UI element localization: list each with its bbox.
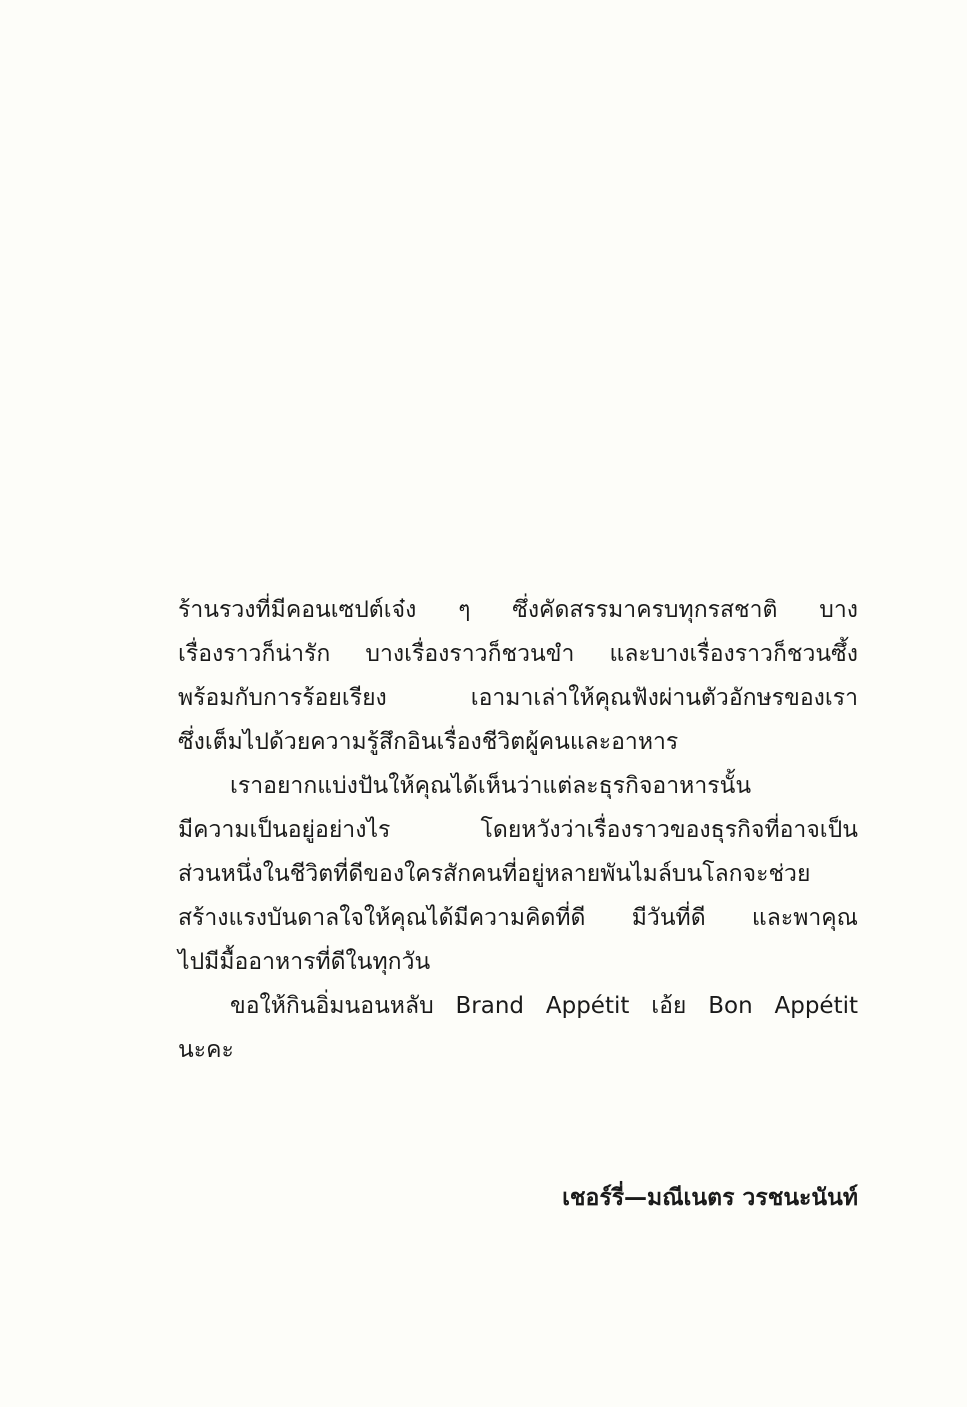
paragraph-2-line-3: ส่วนหนึ่งในชีวิตที่ดีของใครสักคนที่อยู่หลายพันไมล์บนโลกจะช่วย (178, 861, 811, 887)
paragraph-1-line-2: เรื่องราวก็น่ารัก บางเรื่องราวก็ชวนขำ และบางเรื่องราวก็ชวนซึ้ง (178, 641, 858, 667)
paragraph-2-line-2: มีความเป็นอยู่อย่างไร โดยหวังว่าเรื่องราวของธุรกิจที่อาจเป็น (178, 817, 858, 843)
author-signature: เชอร์รี่—มณีเนตร วรชนะนันท์ (562, 1185, 858, 1211)
paragraph-3-line-1: ขอให้กินอิ่มนอนหลับ Brand Appétit เอ้ย Bon Appétit (230, 993, 858, 1019)
body-text (178, 588, 858, 1072)
paragraph-2-line-5: ไปมีมื้ออาหารที่ดีในทุกวัน (178, 949, 431, 975)
paragraph-2-line-1: เราอยากแบ่งปันให้คุณได้เห็นว่าแต่ละธุรกิจอาหารนั้น (230, 773, 752, 799)
paragraph-2-line-4: สร้างแรงบันดาลใจให้คุณได้มีความคิดที่ดี มีวันที่ดี และพาคุณ (178, 905, 858, 931)
paragraph-1-line-3: พร้อมกับการร้อยเรียง เอามาเล่าให้คุณฟังผ่านตัวอักษรของเรา (178, 685, 858, 711)
paragraph-1-line-4: ซึ่งเต็มไปด้วยความรู้สึกอินเรื่องชีวิตผู้คนและอาหาร (178, 729, 679, 755)
paragraph-1-line-1: ร้านรวงที่มีคอนเซปต์เจ๋ง ๆ ซึ่งคัดสรรมาครบทุกรสชาติ บาง (178, 597, 858, 623)
paragraph-3-line-2: นะคะ (178, 1037, 234, 1063)
